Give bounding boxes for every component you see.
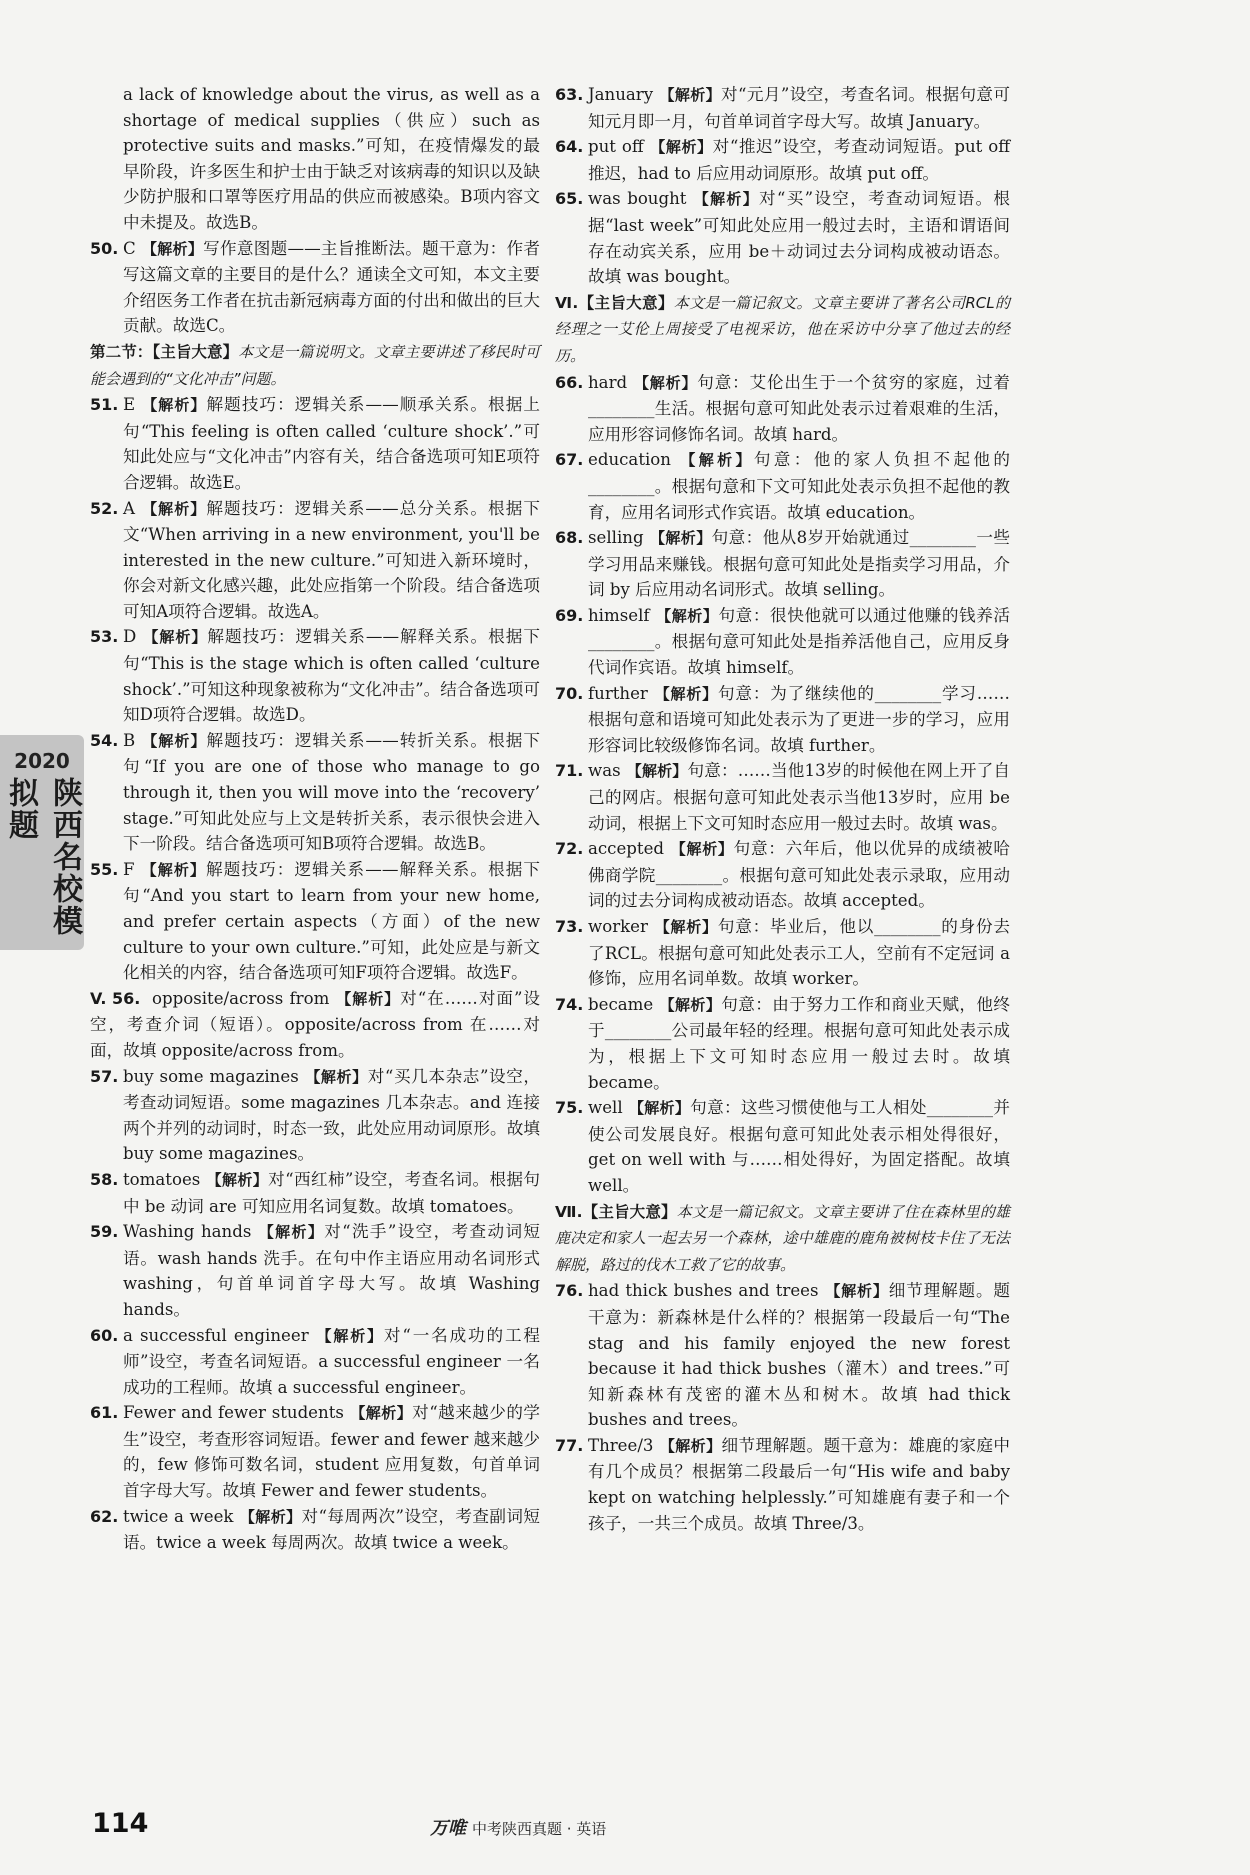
answer-text: was bbox=[588, 761, 621, 781]
question-number: 55. bbox=[90, 859, 119, 879]
answer-text: became bbox=[588, 994, 654, 1014]
right-column bbox=[555, 82, 1010, 1536]
analysis-tag: 【解析】 bbox=[304, 1067, 368, 1086]
answer-text: hard bbox=[588, 372, 628, 392]
question-number: 73. bbox=[555, 917, 584, 936]
answer-text: C bbox=[123, 238, 136, 258]
explanation-text: 对“洗手”设空，考查动词短语。wash hands 洗手。在句中作主语应用动名词形式 washing，句首单词首字母大写。故填 Washing hands。 bbox=[123, 1222, 540, 1319]
explanation-text: 对“一名成功的工程师”设空，考查名词短语。a successful engineer 一名成功的工程师。故填 a successful engineer。 bbox=[123, 1325, 540, 1397]
answer-entry bbox=[555, 525, 1010, 603]
page-number: 114 bbox=[92, 1808, 149, 1839]
explanation-text: 细节理解题。题干意为：雄鹿的家庭中有几个成员？根据第二段最后一句“His wife and baby kept on watching helplessly.”可知雄鹿有妻子和一个孩子，一共三个成员。故填 Three/3。 bbox=[588, 1435, 1010, 1533]
answer-text: E bbox=[123, 395, 136, 415]
explanation-text: 写作意图题——主旨推断法。题干意为：作者写这篇文章的主要目的是什么？通读全文可知，本文主要介绍医务工作者在抗击新冠病毒方面的付出和做出的巨大贡献。故选C。 bbox=[123, 238, 540, 336]
question-number: 51. bbox=[90, 395, 119, 415]
answer-text: accepted bbox=[588, 839, 665, 859]
analysis-tag: 【解析】 bbox=[653, 918, 718, 936]
explanation-text: 对“越来越少的学生”设空，考查形容词短语。fewer and fewer 越来越少的，few 修饰可数名词，student 应用复数，句首单词首字母大写。故填 Fewer and fewer students。 bbox=[123, 1403, 540, 1501]
answer-entry bbox=[90, 392, 540, 495]
explanation-text: 解题技巧：逻辑关系——解释关系。根据下句“This is the stage which is often called ‘culture shock’.”可知这种现象被称为“文化冲击”。结合备选项可知D项符合逻辑。故选D。 bbox=[123, 627, 540, 725]
section-body: 本文是一篇说明文。文章主要讲述了移民时可能会遇到的“文化冲击”问题。 bbox=[90, 342, 540, 388]
analysis-tag: 【解析】 bbox=[659, 1436, 722, 1455]
side-tab-title: 陕西名校模拟题 bbox=[3, 777, 82, 937]
answer-text: further bbox=[588, 683, 648, 703]
brand-logo: 万唯 bbox=[430, 1818, 466, 1839]
analysis-tag: 【解析】 bbox=[655, 606, 719, 625]
analysis-tag: 【解析】 bbox=[659, 995, 722, 1014]
analysis-tag: 【解析】 bbox=[676, 451, 754, 470]
answer-entry bbox=[555, 992, 1010, 1095]
question-number: 62. bbox=[90, 1506, 119, 1526]
question-number: 77. bbox=[555, 1435, 584, 1455]
answer-text: opposite/across from bbox=[152, 988, 330, 1008]
analysis-tag: 【解析】 bbox=[314, 1326, 384, 1345]
answer-text: a successful engineer bbox=[123, 1325, 309, 1345]
question-number: 66. bbox=[555, 372, 584, 392]
explanation-text: 句意：他的家人负担不起他的________。根据句意和下文可知此处表示负担不起他的教育，应用名词形式作宾语。故填 education。 bbox=[588, 450, 1010, 522]
answer-text: Washing hands bbox=[123, 1222, 252, 1242]
analysis-tag: 【解析】 bbox=[257, 1223, 325, 1242]
answer-text: worker bbox=[588, 917, 648, 936]
side-tab bbox=[0, 735, 84, 950]
answer-entry bbox=[555, 914, 1010, 992]
analysis-tag: 【解析】 bbox=[335, 989, 401, 1008]
answer-entry bbox=[90, 1504, 540, 1556]
analysis-tag: 【解析】 bbox=[692, 190, 760, 209]
question-number: V. 56. bbox=[90, 988, 141, 1008]
explanation-text: 句意：他从8岁开始就通过________一些学习用品来赚钱。根据句意可知此处是指卖学习用品，介词 by 后应用动名词形式。故填 selling。 bbox=[588, 528, 1010, 600]
answer-entry bbox=[90, 986, 540, 1064]
section-heading: 第二节：【主旨大意】 bbox=[90, 342, 239, 361]
footer-title bbox=[430, 1814, 606, 1840]
answer-entry bbox=[555, 1278, 1010, 1433]
question-number: 68. bbox=[555, 528, 584, 548]
answer-text: buy some magazines bbox=[123, 1066, 299, 1086]
section-heading: Ⅶ.【主旨大意】 bbox=[555, 1202, 677, 1221]
answer-entry bbox=[90, 236, 540, 339]
explanation-text: 解题技巧：逻辑关系——总分关系。根据下文“When arriving in a new environment, you'll be interested in the new culture.”可知进入新环境时，你会对新文化感兴趣，此处应指第一个阶段。结合备选项可知A项符合逻辑。故选A。 bbox=[123, 498, 540, 621]
analysis-tag: 【解析】 bbox=[670, 840, 734, 859]
question-number: 75. bbox=[555, 1098, 584, 1118]
explanation-text: 细节理解题。题干意为：新森林是什么样的？根据第一段最后一句“The stag and his family enjoyed the new forest because it had thick bushes（灌木）and trees.”可知新森林有茂密的灌木丛和树木。故填 had thick bushes and trees。 bbox=[588, 1281, 1011, 1430]
question-number: 74. bbox=[555, 994, 584, 1014]
explanation-text: 对“元月”设空，考查名词。根据句意可知元月即一月，句首单词首字母大写。故填 January。 bbox=[588, 85, 1010, 131]
analysis-tag: 【解析】 bbox=[653, 684, 718, 703]
answer-entry bbox=[90, 82, 540, 236]
analysis-tag: 【解析】 bbox=[141, 239, 204, 258]
analysis-tag: 【解析】 bbox=[140, 860, 207, 879]
answer-text: A bbox=[123, 498, 135, 518]
analysis-tag: 【解析】 bbox=[649, 138, 713, 157]
question-number: 71. bbox=[555, 761, 584, 781]
answer-entry bbox=[90, 857, 540, 986]
answer-entry bbox=[555, 134, 1010, 186]
explanation-text: 句意：由于努力工作和商业天赋，他终于________公司最年轻的经理。根据句意可知此处表示成为，根据上下文可知时态应用一般过去时。故填 became。 bbox=[588, 994, 1010, 1092]
answer-entry bbox=[90, 1064, 540, 1167]
question-number: 72. bbox=[555, 839, 584, 859]
left-column bbox=[90, 82, 540, 1556]
explanation-text: 句意：毕业后，他以________的身份去了RCL。根据句意可知此处表示工人，空前有不定冠词 a 修饰，应用名词单数。故填 worker。 bbox=[588, 917, 1010, 989]
answer-text: well bbox=[588, 1098, 623, 1118]
book-title: 中考陕西真题 · 英语 bbox=[472, 1820, 607, 1838]
analysis-tag: 【解析】 bbox=[141, 731, 207, 750]
answer-text: Three/3 bbox=[588, 1435, 654, 1455]
question-number: 60. bbox=[90, 1325, 119, 1345]
section-summary bbox=[90, 339, 540, 392]
answer-entry bbox=[555, 1433, 1010, 1536]
answer-text: selling bbox=[588, 528, 644, 548]
analysis-tag: 【解析】 bbox=[206, 1170, 269, 1189]
answer-entry bbox=[555, 447, 1010, 525]
section-summary bbox=[555, 1199, 1010, 1279]
question-number: 52. bbox=[90, 498, 119, 518]
analysis-tag: 【解析】 bbox=[649, 529, 712, 548]
analysis-tag: 【解析】 bbox=[239, 1507, 302, 1526]
section-summary bbox=[555, 290, 1010, 370]
answer-entry bbox=[555, 836, 1010, 914]
analysis-tag: 【解析】 bbox=[628, 1099, 691, 1118]
answer-entry bbox=[555, 758, 1010, 836]
answer-entry bbox=[555, 1095, 1010, 1198]
analysis-tag: 【解析】 bbox=[824, 1282, 889, 1301]
question-number: 67. bbox=[555, 450, 584, 470]
section-heading: Ⅵ.【主旨大意】 bbox=[555, 293, 674, 312]
analysis-tag: 【解析】 bbox=[626, 762, 688, 781]
answer-entry bbox=[90, 1219, 540, 1322]
answer-entry bbox=[90, 728, 540, 857]
answer-entry bbox=[555, 681, 1010, 759]
explanation-text: 句意：很快他就可以通过他赚的钱养活________。根据句意可知此处是指养活他自己，应用反身代词作宾语。故填 himself。 bbox=[588, 605, 1010, 678]
answer-entry bbox=[90, 1167, 540, 1219]
answer-text: B bbox=[123, 730, 136, 750]
question-number: 58. bbox=[90, 1169, 119, 1189]
side-tab-year: 2020 bbox=[14, 749, 70, 773]
answer-text: education bbox=[588, 450, 671, 470]
section-body: 本文是一篇记叙文。文章主要讲了著名公司RCL的经理之一艾伦上周接受了电视采访，他在采访中分享了他过去的经历。 bbox=[555, 293, 1010, 365]
question-number: 50. bbox=[90, 238, 119, 258]
answer-text: F bbox=[123, 859, 135, 879]
question-number: 65. bbox=[555, 189, 584, 209]
analysis-tag: 【解析】 bbox=[349, 1404, 413, 1423]
question-number: 54. bbox=[90, 730, 119, 750]
answer-entry bbox=[90, 1323, 540, 1401]
question-number: 61. bbox=[90, 1403, 119, 1423]
answer-entry bbox=[90, 496, 540, 625]
explanation-text: 对“每周两次”设空，考查副词短语。twice a week 每周两次。故填 twice a week。 bbox=[123, 1506, 540, 1553]
explanation-text: a lack of knowledge about the virus, as well as a shortage of medical supplies（供应）such as protective suits and masks.”可知，在疫情爆发的最早阶段，许多医生和护士由于缺乏对该病毒的知识以及缺少防护服和口罩等医疗用品的供应而被感染。B项内容文中未提及。故选B。 bbox=[123, 85, 540, 232]
answer-text: D bbox=[123, 627, 137, 647]
answer-text: tomatoes bbox=[123, 1169, 201, 1189]
section-body: 本文是一篇记叙文。文章主要讲了住在森林里的雄鹿决定和家人一起去另一个森林，途中雄鹿的鹿角被树枝卡住了无法解脱，路过的伐木工救了它的故事。 bbox=[555, 1202, 1010, 1274]
explanation-text: 对“推迟”设空，考查动词短语。put off 推迟，had to 后应用动词原形。故填 put off。 bbox=[588, 137, 1010, 183]
question-number: 69. bbox=[555, 605, 584, 625]
analysis-tag: 【解析】 bbox=[659, 86, 722, 104]
question-number: 57. bbox=[90, 1066, 119, 1086]
explanation-text: 句意：六年后，他以优异的成绩被哈佛商学院________。根据句意可知此处表示录取，应用动词的过去分词构成被动语态。故填 accepted。 bbox=[588, 839, 1010, 911]
answer-text: himself bbox=[588, 605, 650, 625]
answer-text: was bought bbox=[588, 189, 687, 209]
analysis-tag: 【解析】 bbox=[141, 396, 207, 415]
analysis-tag: 【解析】 bbox=[142, 628, 208, 647]
explanation-text: 解题技巧：逻辑关系——转折关系。根据下句“If you are one of those who manage to go through it, then you will move into the ‘recovery’ stage.”可知此处应与上文是转折关系，表示很快会进入下一阶段。结合备选项可知B项符合逻辑。故选B。 bbox=[123, 730, 540, 854]
answer-entry bbox=[555, 603, 1010, 681]
question-number: 53. bbox=[90, 627, 119, 647]
explanation-text: 句意：艾伦出生于一个贫穷的家庭，过着________生活。根据句意可知此处表示过着艰难的生活，应用形容词修饰名词。故填 hard。 bbox=[588, 372, 1010, 444]
explanation-text: 解题技巧：逻辑关系——解释关系。根据下句“And you start to learn from your new home, and prefer certain aspects（方面）of the new culture to your own culture.”可知，此处应是与新文化相关的内容，结合备选项可知F项符合逻辑。故选F。 bbox=[123, 859, 540, 983]
explanation-text: 句意：这些习惯使他与工人相处________并使公司发展良好。根据句意可知此处表示相处得很好，get on well with 与……相处得好，为固定搭配。故填 well。 bbox=[588, 1098, 1010, 1195]
question-number: 70. bbox=[555, 683, 584, 703]
answer-text: January bbox=[588, 85, 654, 104]
answer-text: put off bbox=[588, 137, 644, 157]
explanation-text: 对“买几本杂志”设空，考查动词短语。some magazines 几本杂志。and 连接两个并列的动词时，时态一致，此处应用动词原形。故填 buy some magazines。 bbox=[123, 1066, 541, 1164]
answer-text: had thick bushes and trees bbox=[588, 1281, 819, 1301]
answer-entry bbox=[90, 1400, 540, 1503]
answer-entry bbox=[90, 624, 540, 727]
answer-entry bbox=[555, 186, 1010, 289]
explanation-text: 对“西红柿”设空，考查名词。根据句中 be 动词 are 可知应用名词复数。故填 tomatoes。 bbox=[123, 1169, 540, 1216]
explanation-text: 对“在……对面”设空，考查介词（短语）。opposite/across from 在……对面，故填 opposite/across from。 bbox=[90, 988, 541, 1060]
question-number: 59. bbox=[90, 1222, 119, 1242]
explanation-text: 句意：……当他13岁的时候他在网上开了自己的网店。根据句意可知此处表示当他13岁时，应用 be 动词，根据上下文可知时态应用一般过去时。故填 was。 bbox=[588, 761, 1010, 833]
answer-text: Fewer and fewer students bbox=[123, 1403, 344, 1423]
explanation-text: 解题技巧：逻辑关系——顺承关系。根据上句“This feeling is often called ‘culture shock’.”可知此处应与“文化冲击”内容有关，结合备选项可知E项符合逻辑。故选E。 bbox=[123, 395, 540, 492]
question-number: 64. bbox=[555, 137, 584, 157]
question-number: 76. bbox=[555, 1281, 584, 1301]
question-number: 63. bbox=[555, 85, 584, 104]
explanation-text: 句意：为了继续他的________学习……根据句意和语境可知此处表示为了更进一步的学习，应用形容词比较级修饰名词。故填 further。 bbox=[588, 683, 1010, 755]
answer-entry bbox=[555, 370, 1010, 448]
analysis-tag: 【解析】 bbox=[140, 499, 207, 518]
explanation-text: 对“买”设空，考查动词短语。根据“last week”可知此处应用一般过去时，主语和谓语间存在动宾关系，应用 be＋动词过去分词构成被动语态。故填 was bought。 bbox=[588, 189, 1011, 287]
answer-text: twice a week bbox=[123, 1506, 234, 1526]
answer-entry bbox=[555, 82, 1010, 134]
analysis-tag: 【解析】 bbox=[633, 373, 698, 392]
